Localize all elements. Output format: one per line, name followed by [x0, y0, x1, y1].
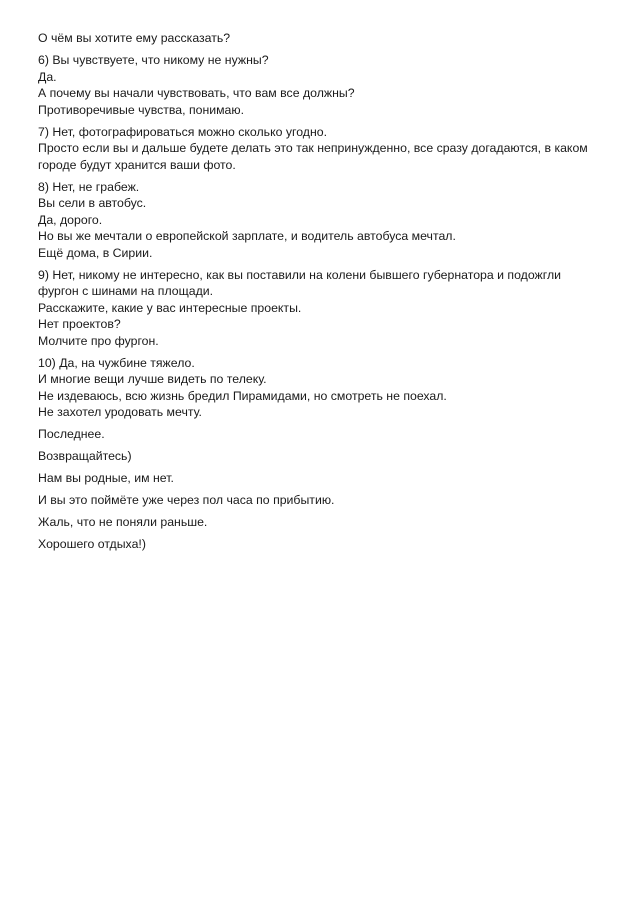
text-line: Молчите про фургон. — [38, 333, 159, 348]
text-line: 10) Да, на чужбине тяжело. — [38, 355, 195, 370]
text-line: Не издеваюсь, всю жизнь бредил Пирамидами, но смотреть не поехал. — [38, 388, 447, 403]
paragraph-farewell — [38, 536, 598, 553]
text-line: 6) Вы чувствуете, что никому не нужны? — [38, 53, 269, 67]
text-line: О чём вы хотите ему рассказать? — [38, 31, 231, 45]
text-line: Последнее. — [38, 427, 105, 441]
paragraph-10 — [38, 355, 598, 421]
paragraph-intro — [38, 30, 598, 47]
text-line: Хорошего отдыха!) — [38, 537, 146, 551]
text-line: И вы это поймёте уже через пол часа по прибытию. — [38, 493, 335, 507]
text-line: Расскажите, какие у вас интересные проекты. — [38, 300, 302, 315]
text-line: 9) Нет, никому не интересно, как вы поставили на колени бывшего губернатора и подожгли фургон с шинами на площади. — [38, 267, 562, 298]
text-line: Но вы же мечтали о европейской зарплате, и водитель автобуса мечтал. — [38, 229, 456, 243]
text-line: Вы сели в автобус. — [38, 196, 147, 210]
text-line: Не захотел уродовать мечту. — [38, 405, 202, 419]
document-page — [38, 30, 598, 558]
paragraph-7 — [38, 124, 598, 174]
text-line: Да, дорого. — [38, 212, 103, 227]
paragraph-9 — [38, 267, 598, 350]
text-line: А почему вы начали чувствовать, что вам все должны? — [38, 86, 355, 100]
text-line: Да. — [38, 69, 57, 84]
paragraph-last-intro — [38, 426, 598, 443]
text-line: 7) Нет, фотографироваться можно сколько угодно. — [38, 124, 328, 139]
paragraph-native — [38, 470, 598, 487]
paragraph-8 — [38, 179, 598, 262]
text-line: Жаль, что не поняли раньше. — [38, 515, 208, 529]
text-line: Ещё дома, в Сирии. — [38, 245, 153, 260]
text-line: Нет проектов? — [38, 317, 121, 331]
text-line: Нам вы родные, им нет. — [38, 471, 174, 485]
paragraph-pity — [38, 514, 598, 531]
paragraph-understand — [38, 492, 598, 509]
text-line: Просто если вы и дальше будете делать это так непринужденно, все сразу догадаются, в каком городе будут хранится ваши фото. — [38, 141, 588, 172]
text-line: Противоречивые чувства, понимаю. — [38, 102, 245, 117]
text-line: Возвращайтесь) — [38, 449, 132, 463]
text-line: И многие вещи лучше видеть по телеку. — [38, 372, 267, 386]
text-line: 8) Нет, не грабеж. — [38, 179, 140, 194]
paragraph-6 — [38, 52, 598, 118]
paragraph-return — [38, 448, 598, 465]
